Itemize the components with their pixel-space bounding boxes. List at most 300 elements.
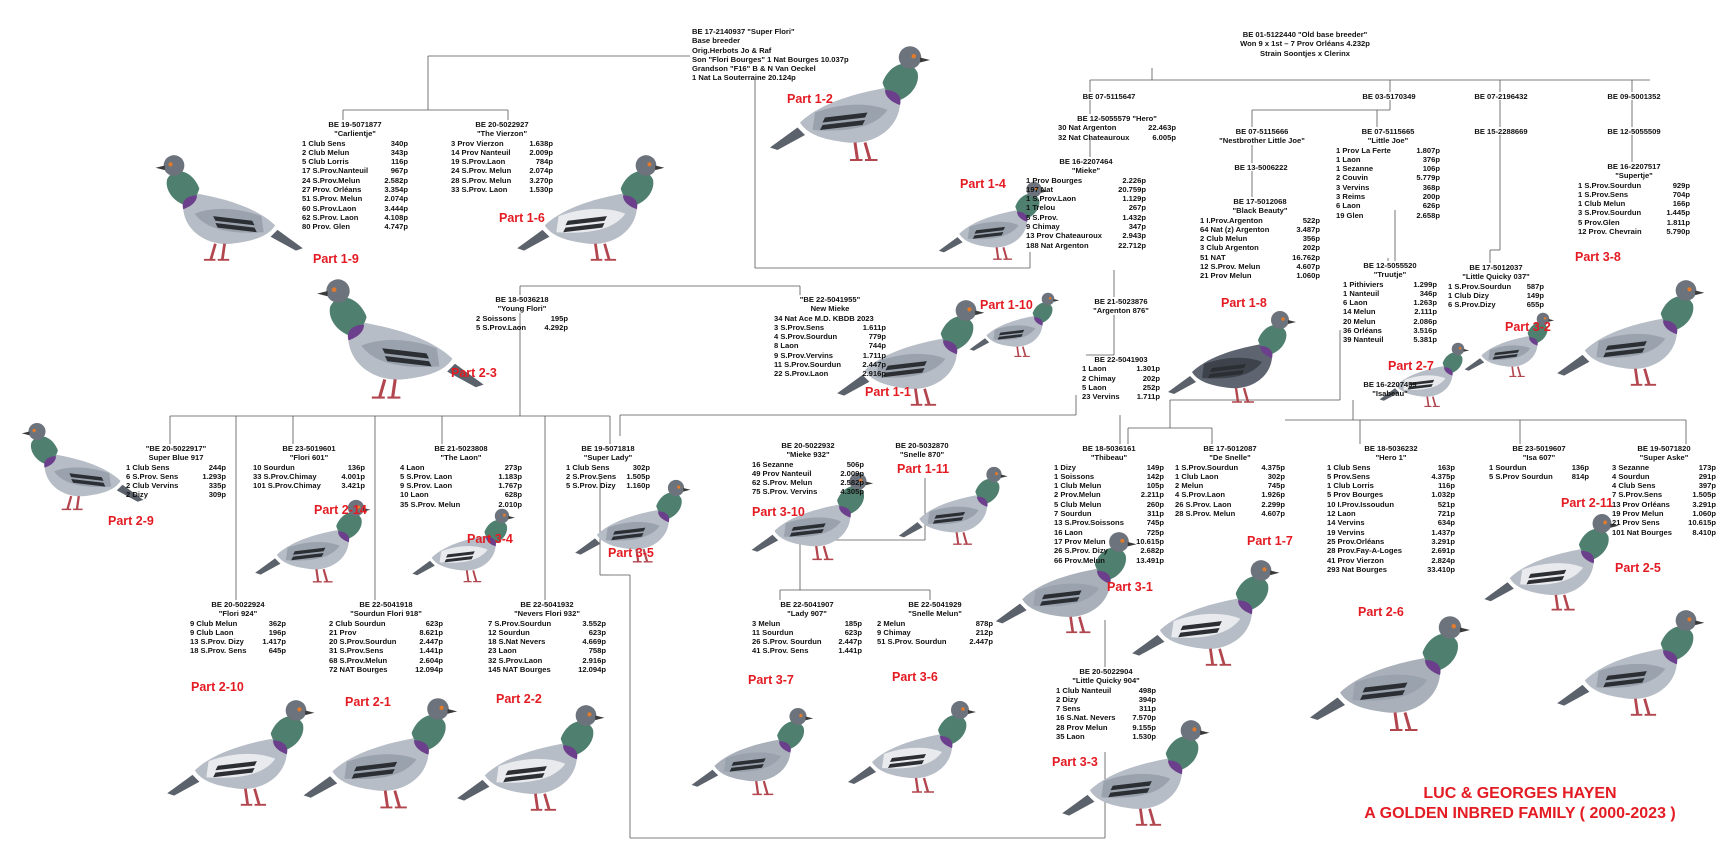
result-race: 35 S.Prov. Melun (400, 499, 461, 509)
pigeon-checker-icon (692, 708, 814, 794)
result-birds: 302p (632, 462, 650, 472)
result-birds: 12.094p (578, 665, 606, 675)
result-row (774, 341, 886, 350)
card-truutje (1343, 261, 1437, 345)
result-row (1327, 537, 1455, 546)
card-header-line: New Mieke (810, 304, 850, 314)
result-race: 2 Soissons (476, 313, 517, 323)
card-header-line: Won 9 x 1st – 7 Prov Orléans 4.232p (1240, 39, 1370, 49)
result-row (1175, 481, 1285, 490)
result-row (302, 204, 408, 213)
result-birds: 1.441p (838, 646, 862, 656)
result-birds: 779p (868, 332, 886, 342)
card-flori-924 (190, 600, 286, 656)
result-race: 5 S.Prov. (1026, 212, 1058, 222)
result-row (1612, 518, 1716, 527)
result-row (1056, 695, 1156, 704)
result-row (1489, 463, 1589, 472)
result-row (329, 656, 443, 665)
result-birds: 4.607p (1261, 509, 1285, 519)
result-row (329, 665, 443, 674)
result-race: 66 Prov.Melun (1054, 555, 1105, 565)
pigeon-dark-checker-icon (1168, 311, 1296, 402)
result-race: 33 S.Prov.Chimay (253, 471, 317, 481)
card-super-flori (692, 27, 872, 83)
result-row (1343, 307, 1437, 316)
card-super-lady (566, 444, 650, 490)
result-race: 13 Prov Chateauroux (1026, 231, 1102, 241)
result-birds: 721p (1437, 509, 1455, 519)
result-race: 49 Prov Nanteuil (752, 468, 812, 478)
result-birds: 3.270p (529, 175, 553, 185)
card-header-line: "Sourdun Flori 918" (350, 609, 422, 619)
result-birds: 2.111p (1414, 307, 1437, 317)
result-birds: 2.086p (1413, 316, 1437, 326)
card-carlientje (302, 120, 408, 232)
part-label-2-10: Part 2-10 (191, 680, 244, 694)
result-race: 5 Prov.Glen (1578, 217, 1620, 227)
result-race: 3 Club Argenton (1200, 243, 1259, 253)
card-header-line: "BE 20-5022917" (145, 444, 207, 453)
result-row (1343, 280, 1437, 289)
result-race: 28 S.Prov. Melun (1175, 509, 1236, 519)
result-race: 1 Laon (1336, 154, 1361, 164)
result-birds: 106p (1422, 164, 1440, 174)
result-row (1056, 704, 1156, 713)
result-row (774, 360, 886, 369)
pigeon-pied-icon (457, 705, 604, 810)
result-birds: 1.530p (529, 185, 553, 195)
result-race: 1 Trelou (1026, 203, 1056, 213)
result-race: 12 Sourdun (488, 627, 530, 637)
result-birds: 195p (550, 313, 568, 323)
result-birds: 4.375p (1431, 471, 1455, 481)
card-header-line: BE 20-5032870 (895, 441, 949, 450)
result-birds: 376p (1422, 154, 1440, 164)
result-birds: 212p (975, 627, 993, 637)
result-race: 11 Sourdun (752, 627, 794, 637)
result-race: 17 S.Prov.Nanteuil (302, 166, 369, 176)
result-birds: 1.611p (862, 322, 886, 332)
result-row (1054, 490, 1164, 499)
result-race: 33 S.Prov. Laon (451, 185, 508, 195)
card-header-line: "Truutje" (1373, 270, 1407, 280)
result-birds: 744p (868, 341, 886, 351)
card-header-line: BE 23-5019607 (1512, 444, 1566, 453)
result-birds: 9.155p (1132, 722, 1156, 732)
result-row (1026, 231, 1146, 240)
result-row (1058, 133, 1176, 142)
part-label-1-7: Part 1-7 (1247, 534, 1293, 548)
result-race: 3 Prov Vierzon (451, 138, 504, 148)
result-row (1336, 201, 1440, 210)
card-header-line: Strain Soontjes x Clerinx (1260, 48, 1350, 58)
result-row (1612, 528, 1716, 537)
result-race: 34 Nat Ace M.D. KBDB 2023 (774, 313, 874, 323)
card-header-line: "Snelle 870" (899, 450, 945, 460)
result-race: 6 Laon (1343, 298, 1368, 308)
result-birds: 4.108p (384, 212, 408, 222)
result-race: 41 S.Prov. Sens (752, 646, 809, 656)
card-header-line: BE 18-5036232 (1364, 444, 1418, 453)
result-row (302, 176, 408, 185)
result-race: 10 Laon (400, 490, 429, 500)
result-race: 6 S.Prov. Sens (126, 471, 179, 481)
result-row (1336, 192, 1440, 201)
result-race: 16 Laon (1054, 527, 1083, 537)
result-birds: 260p (1146, 499, 1164, 509)
result-birds: 5.790p (1666, 227, 1690, 237)
result-row (1448, 300, 1544, 309)
card-header-line: BE 17-5012087 (1203, 444, 1257, 453)
result-race: 1 S.Prov.Sourdun (1175, 462, 1239, 472)
result-race: 1 Club Melun (1578, 199, 1626, 209)
part-label-3-3: Part 3-3 (1052, 755, 1098, 769)
result-row (1026, 222, 1146, 231)
result-birds: 302p (1267, 471, 1285, 481)
result-row (1054, 509, 1164, 518)
result-row (253, 463, 365, 472)
result-birds: 2.074p (529, 166, 553, 176)
result-birds: 628p (504, 490, 522, 500)
title-line-1: LUC & GEORGES HAYEN (1423, 785, 1617, 802)
result-race: 9 S.Prov.Vervins (774, 350, 833, 360)
result-race: 10 Sourdun (253, 462, 295, 472)
result-race: 2 Prov.Melun (1054, 490, 1101, 500)
card-be09-5001352 (1599, 92, 1669, 101)
card-header-line: "Snelle Melun" (908, 609, 962, 619)
result-race: 4 Club Sens (1612, 481, 1656, 491)
result-race: 197 Nat (1026, 184, 1054, 194)
result-birds: 2.447p (838, 637, 862, 647)
result-birds: 1.301p (1136, 364, 1160, 374)
result-race: 35 Laon (1056, 732, 1085, 742)
result-birds: 626p (1422, 201, 1440, 211)
card-header-line: BE 07-5115665 (1361, 127, 1415, 136)
result-birds: 2.582p (840, 478, 864, 488)
card-header-line: BE 03-5170349 (1362, 92, 1416, 101)
result-row (752, 637, 862, 646)
result-birds: 1.299p (1413, 279, 1437, 289)
part-label-2-6: Part 2-6 (1358, 605, 1404, 619)
result-birds: 163p (1437, 462, 1455, 472)
result-birds: 368p (1422, 182, 1440, 192)
result-race: 60 S.Prov.Laon (302, 203, 357, 213)
result-race: 2 Club Vervins (126, 481, 179, 491)
result-race: 4 S.Prov.Sourdun (774, 332, 838, 342)
result-race: 1 Prov Bourges (1026, 175, 1083, 185)
result-birds: 2.211p (1140, 490, 1164, 500)
result-row (1343, 317, 1437, 326)
result-row (752, 646, 862, 655)
result-birds: 4.001p (341, 471, 365, 481)
result-row (126, 463, 226, 472)
part-label-3-7: Part 3-7 (748, 673, 794, 687)
card-header-line: "De Snelle" (1209, 453, 1251, 463)
result-birds: 3.552p (582, 618, 606, 628)
result-row (1054, 518, 1164, 527)
result-birds: 340p (390, 138, 408, 148)
card-header-line: "The Vierzon" (476, 129, 528, 139)
result-race: 1 Club Nanteuil (1056, 685, 1112, 695)
result-birds: 394p (1138, 694, 1156, 704)
result-row (774, 351, 886, 360)
result-birds: 1.293p (202, 471, 226, 481)
result-birds: 498p (1138, 685, 1156, 695)
result-row (1175, 472, 1285, 481)
card-be03-5170349 (1354, 92, 1424, 101)
card-header-line: Base breeder (692, 36, 741, 46)
result-birds: 142p (1146, 471, 1164, 481)
pigeon-pied-icon (848, 701, 976, 792)
card-flori-601 (253, 444, 365, 490)
result-race: 24 S.Prov.Melun (302, 175, 361, 185)
result-birds: 116p (1438, 481, 1455, 491)
result-row (126, 490, 226, 499)
result-birds: 22.463p (1148, 123, 1176, 133)
part-label-2-1: Part 2-1 (345, 695, 391, 709)
result-birds: 2.447p (419, 637, 443, 647)
result-row (1336, 173, 1440, 182)
result-birds: 3.516p (1413, 326, 1437, 336)
result-race: 1 Club Sens (1327, 462, 1371, 472)
result-birds: 20.759p (1118, 184, 1146, 194)
card-header-line: 1 Nat La Souterraine 20.124p (692, 73, 796, 83)
part-label-2-5: Part 2-5 (1615, 561, 1661, 575)
card-header-line: BE 17-5012037 (1469, 263, 1523, 272)
result-race: 2 S.Prov.Sens (566, 471, 617, 481)
card-header-line: BE 23-5019601 (282, 444, 336, 453)
result-row (1612, 472, 1716, 481)
result-race: 39 Nanteuil (1343, 335, 1384, 345)
result-row (302, 185, 408, 194)
result-birds: 291p (1698, 471, 1716, 481)
result-birds: 1.417p (262, 637, 286, 647)
chart-title (1330, 784, 1710, 824)
result-row (1026, 203, 1146, 212)
result-birds: 136p (1571, 462, 1589, 472)
result-birds: 784p (535, 157, 553, 167)
result-row (1327, 490, 1455, 499)
result-race: 2 Chimay (1082, 373, 1116, 383)
result-race: 13 Prov Orléans (1612, 499, 1670, 509)
card-lady-907 (752, 600, 862, 656)
card-header-line: BE 20-5022924 (211, 600, 265, 609)
result-row (329, 637, 443, 646)
result-birds: 202p (1302, 243, 1320, 253)
result-race: 32 S.Prov.Laon (488, 655, 543, 665)
result-row (126, 481, 226, 490)
card-header-line: BE 12-5055509 (1607, 127, 1661, 136)
result-race: 1 S.Prov.Sourdun (1578, 180, 1642, 190)
part-label-1-11: Part 1-11 (897, 462, 950, 476)
result-race: 75 S.Prov. Vervins (752, 487, 818, 497)
result-race: 7 Sourdun (1054, 509, 1092, 519)
card-header-line: "Nevers Flori 932" (514, 609, 580, 619)
card-header-line: "Thibeau" (1090, 453, 1128, 463)
result-birds: 244p (208, 462, 226, 472)
result-row (400, 490, 522, 499)
result-birds: 1.811p (1666, 217, 1690, 227)
result-race: 19 Glen (1336, 210, 1364, 220)
result-row (302, 148, 408, 157)
result-race: 6 S.Prov.Dizy (1448, 300, 1496, 310)
result-birds: 16.762p (1292, 252, 1320, 262)
result-birds: 273p (504, 462, 522, 472)
card-header-line: "Isa 607" (1522, 453, 1556, 463)
result-birds: 587p (1526, 281, 1544, 291)
result-race: 1 Prov La Ferte (1336, 145, 1391, 155)
result-birds: 1.505p (626, 471, 650, 481)
result-birds: 2.009p (840, 468, 864, 478)
result-row (1343, 289, 1437, 298)
result-race: 5 Prov.Sens (1327, 471, 1370, 481)
pigeon-blue-bar-icon (304, 698, 458, 807)
card-be12-5055509 (1599, 127, 1669, 136)
card-super-blue (126, 444, 226, 500)
part-label-2-9: Part 2-9 (108, 514, 154, 528)
result-race: 21 Prov Sens (1612, 518, 1660, 528)
result-race: 64 Nat (z) Argenton (1200, 224, 1270, 234)
result-race: 1 Club Melun (1054, 481, 1102, 491)
result-birds: 758p (588, 646, 606, 656)
result-race: 26 S.Prov. Sourdun (752, 637, 822, 647)
result-row (488, 665, 606, 674)
result-race: 10 I.Prov.Issoudun (1327, 499, 1394, 509)
result-race: 8 Laon (774, 341, 799, 351)
result-race: 62 S.Prov. Laon (302, 212, 359, 222)
result-birds: 522p (1302, 215, 1320, 225)
pigeon-blue-bar-icon (1557, 280, 1704, 385)
card-header-line: BE 07-5115666 (1235, 127, 1289, 136)
result-row (1578, 218, 1690, 227)
result-race: 14 Melun (1343, 307, 1376, 317)
result-birds: 196p (268, 627, 286, 637)
result-row (1327, 509, 1455, 518)
card-header-line: "Supertje" (1615, 171, 1653, 181)
result-row (1200, 262, 1320, 271)
result-race: 12 S.Prov. Melun (1200, 262, 1261, 272)
result-row (877, 637, 993, 646)
result-race: 16 Sezanne (752, 459, 794, 469)
card-header-line: "Nestbrother Little Joe" (1219, 136, 1305, 146)
part-label-2-11: Part 2-11 (1561, 496, 1614, 510)
result-race: 68 S.Prov.Melun (329, 655, 388, 665)
card-be07-2196432 (1466, 92, 1536, 101)
result-row (476, 314, 568, 323)
result-row (1082, 364, 1160, 373)
card-header-line: "Mieke 932" (786, 450, 830, 460)
card-mieke (1026, 157, 1146, 250)
result-row (1327, 565, 1455, 574)
result-race: 2 Club Melun (302, 147, 350, 157)
card-young-flori (476, 295, 568, 332)
card-header-line: "Argenton 876" (1093, 306, 1149, 316)
result-row (1054, 537, 1164, 546)
result-race: 19 S.Prov.Laon (451, 157, 506, 167)
card-header-line: BE 19-5071818 (581, 444, 635, 453)
result-row (253, 472, 365, 481)
result-row (1200, 253, 1320, 262)
result-race: 14 Vervins (1327, 518, 1365, 528)
card-header-line: "Super Lady" (583, 453, 633, 463)
result-row (1054, 472, 1164, 481)
result-birds: 4.669p (582, 637, 606, 647)
result-row (1336, 211, 1440, 220)
result-row (752, 619, 862, 628)
card-header-line: BE 22-5041918 (359, 600, 413, 609)
result-birds: 202p (1142, 373, 1160, 383)
result-race: 2 Couvin (1336, 173, 1369, 183)
result-row (1056, 732, 1156, 741)
result-row (1082, 374, 1160, 383)
card-old-base-breeder (1215, 30, 1395, 58)
result-race: 4 Sourdun (1612, 471, 1650, 481)
result-birds: 309p (208, 490, 226, 500)
part-label-2-2: Part 2-2 (496, 692, 542, 706)
result-birds: 3.291p (1692, 499, 1716, 509)
part-label-3-1: Part 3-1 (1107, 580, 1153, 594)
result-birds: 116p (391, 157, 408, 167)
card-header-line: "Flori 601" (289, 453, 329, 463)
result-race: 51 S.Prov. Melun (302, 194, 363, 204)
result-row (1578, 181, 1690, 190)
result-birds: 2.682p (1140, 546, 1164, 556)
result-race: 145 NAT Bourges (488, 665, 551, 675)
result-birds: 3.421p (341, 481, 365, 491)
card-header-line: "Super Aske" (1639, 453, 1689, 463)
card-mieke-932 (752, 441, 864, 497)
result-row (190, 637, 286, 646)
result-race: 1 Club Sens (566, 462, 610, 472)
result-race: 5 S.Prov Sourdun (1489, 471, 1553, 481)
result-race: 3 Vervins (1336, 182, 1370, 192)
result-birds: 356p (1302, 234, 1320, 244)
result-birds: 967p (390, 166, 408, 176)
part-label-3-6: Part 3-6 (892, 670, 938, 684)
result-birds: 2.447p (862, 360, 886, 370)
card-header-line: BE 22-5041903 (1094, 355, 1148, 364)
result-birds: 1.711p (1136, 392, 1160, 402)
result-race: 18 S.Prov. Sens (190, 646, 247, 656)
result-row (774, 314, 886, 323)
result-row (1082, 383, 1160, 392)
result-race: 9 S.Prov. Laon (400, 481, 453, 491)
result-row (774, 332, 886, 341)
card-header-line: BE 18-5036218 (495, 295, 549, 304)
pigeon-checker-icon (1310, 616, 1470, 730)
result-row (126, 472, 226, 481)
result-birds: 149p (1146, 462, 1164, 472)
result-birds: 343p (390, 147, 408, 157)
result-row (1327, 546, 1455, 555)
result-row (488, 628, 606, 637)
result-race: 101 S.Prov.Chimay (253, 481, 321, 491)
card-black-beauty (1200, 197, 1320, 281)
result-birds: 2.916p (862, 369, 886, 379)
card-hero (1058, 114, 1176, 142)
result-row (451, 148, 553, 157)
result-birds: 704p (1672, 189, 1690, 199)
result-race: 30 Nat Argenton (1058, 123, 1117, 133)
card-header-line: BE 20-5022932 (781, 441, 835, 450)
result-race: 3 Sezanne (1612, 462, 1650, 472)
result-race: 1 Club Dizy (1448, 290, 1489, 300)
result-row (302, 166, 408, 175)
part-label-1-8: Part 1-8 (1221, 296, 1267, 310)
result-race: 3 Reims (1336, 192, 1366, 202)
result-row (1054, 528, 1164, 537)
